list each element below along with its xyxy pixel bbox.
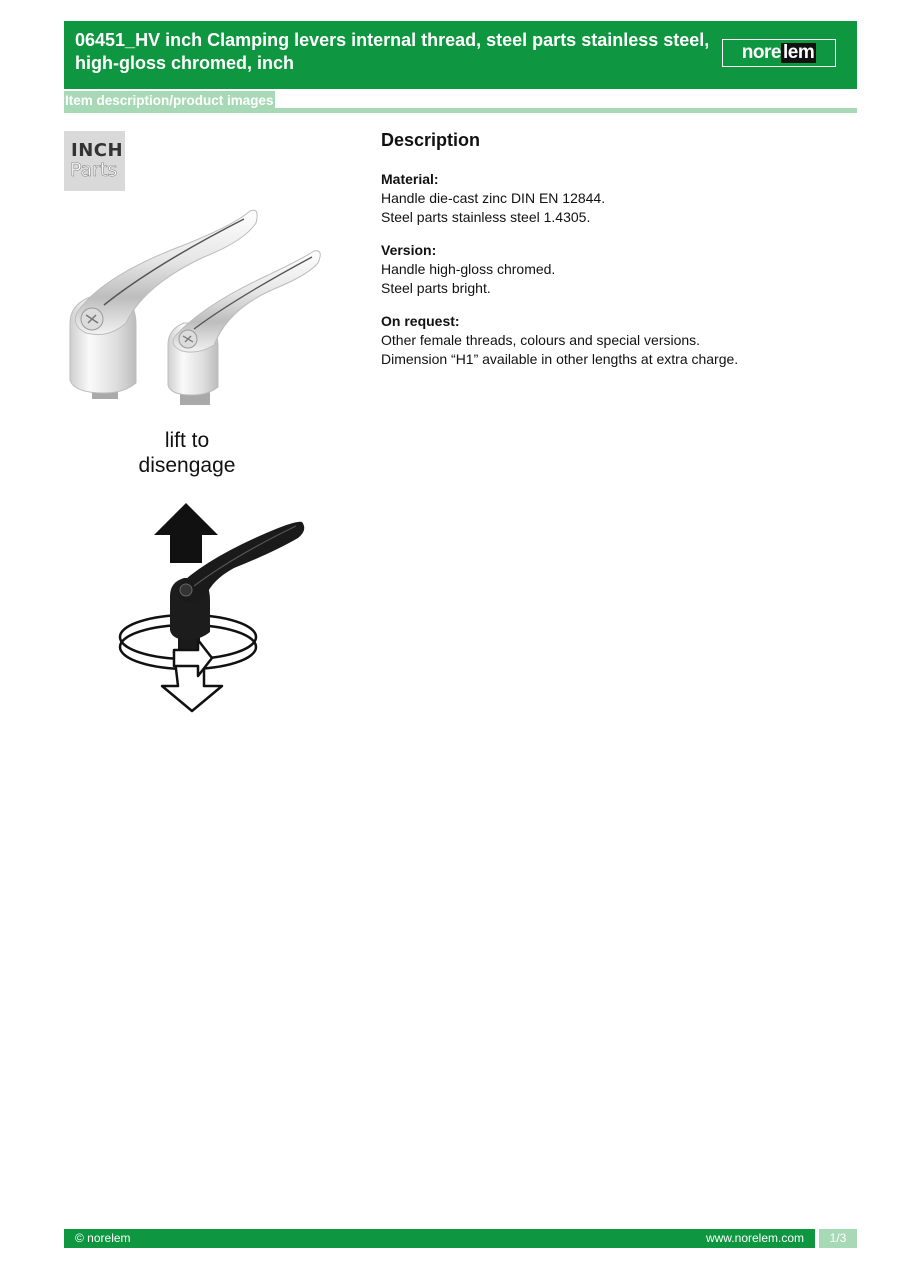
lift-to-disengage-label: lift to disengage — [138, 429, 236, 477]
on-request-title: On request: — [381, 313, 460, 329]
version-title: Version: — [381, 242, 437, 258]
version-block — [381, 241, 841, 298]
description-panel — [381, 128, 841, 383]
logo-text-right: lem — [782, 42, 815, 63]
material-line: Steel parts stainless steel 1.4305. — [381, 209, 591, 225]
logo-text-left: nore — [741, 42, 781, 63]
footer-copyright: © norelem — [75, 1231, 131, 1245]
version-line: Steel parts bright. — [381, 280, 491, 296]
on-request-line: Other female threads, colours and special versions. — [381, 332, 701, 348]
page-title: 06451_HV inch Clamping levers internal thread, steel parts stainless steel, high-gloss chromed, inch — [75, 30, 710, 73]
version-line: Handle high-gloss chromed. — [381, 261, 556, 277]
material-line: Handle die-cast zinc DIN EN 12844. — [381, 190, 606, 206]
section-label: Item description/product images — [64, 91, 275, 111]
lift-disengage-diagram — [114, 500, 314, 716]
on-request-line: Dimension “H1” available in other lengths at extra charge. — [381, 351, 739, 367]
norelem-logo — [722, 39, 836, 67]
page-number: 1/3 — [819, 1229, 857, 1248]
description-heading: Description — [381, 130, 481, 150]
material-block — [381, 170, 841, 227]
badge-line-1: INCH — [71, 140, 124, 161]
material-title: Material: — [381, 171, 439, 187]
page-header — [64, 21, 857, 89]
inch-parts-badge — [64, 131, 125, 191]
product-photo — [64, 205, 322, 409]
badge-line-2: Parts — [70, 159, 118, 181]
up-arrow-icon — [154, 503, 218, 563]
page-footer — [64, 1229, 815, 1248]
on-request-block — [381, 312, 841, 369]
footer-url-link[interactable]: www.norelem.com — [705, 1231, 804, 1245]
